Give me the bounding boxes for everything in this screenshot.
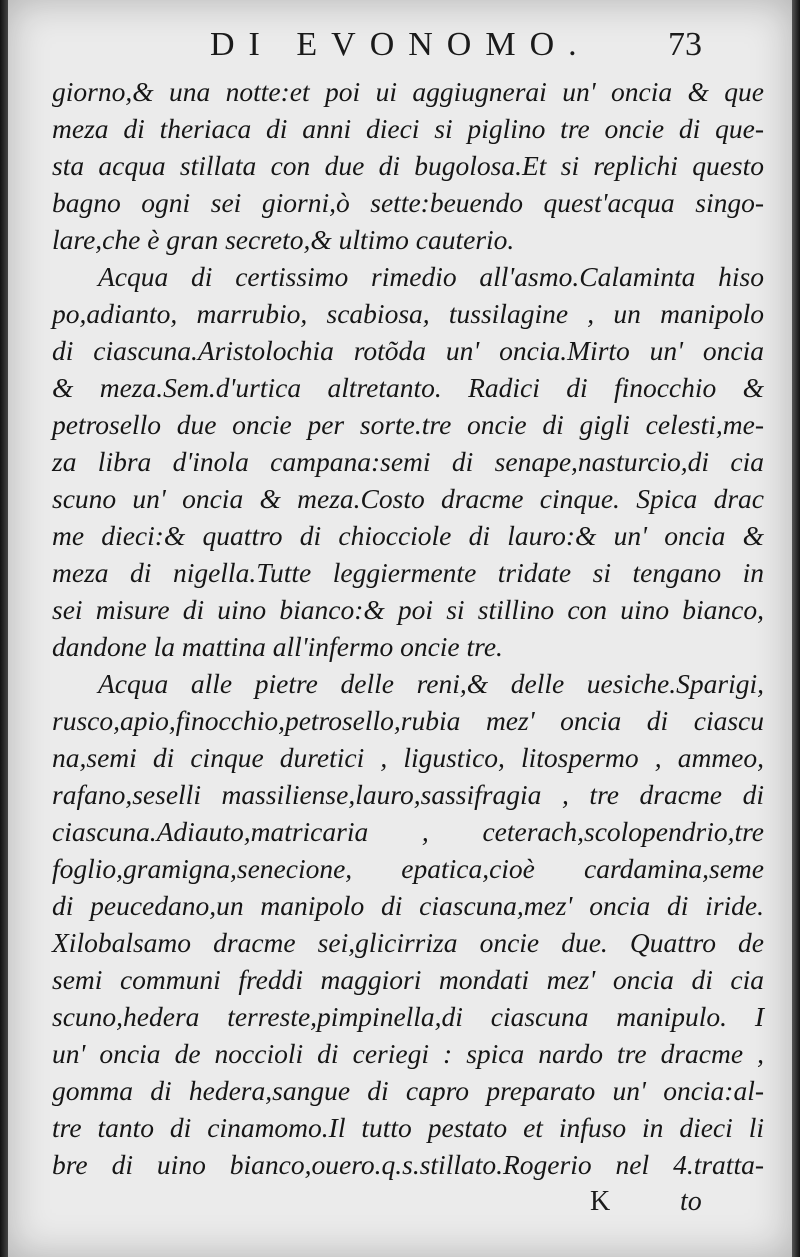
text-line: meza di theriaca di anni dieci si piglino tre oncie di que- [52, 113, 764, 144]
text-line: foglio,gramigna,senecione, epatica,cioè cardamina,seme [52, 853, 764, 884]
text-line: dandone la mattina all'infermo oncie tre. [52, 631, 503, 662]
text-line: lare,che è gran secreto,& ultimo cauterio. [52, 224, 515, 255]
text-line: na,semi di cinque duretici , ligustico, litospermo , ammeo, [52, 742, 764, 773]
book-page [8, 0, 792, 1257]
paragraph [52, 258, 764, 665]
text-line: bre di uino bianco,ouero.q.s.stillato.Rogerio nel 4.tratta- [52, 1149, 764, 1180]
text-line: petrosello due oncie per sorte.tre oncie di gigli celesti,me- [52, 409, 764, 440]
text-line: ciascuna.Adiauto,matricaria , ceterach,scolopendrio,tre [52, 816, 764, 847]
text-line: po,adianto, marrubio, scabiosa, tussilagine , un manipolo [52, 298, 764, 329]
text-line: sta acqua stillata con due di bugolosa.Et si replichi questo [52, 150, 764, 181]
text-line: & meza.Sem.d'urtica altretanto. Radici di finocchio & [52, 372, 764, 403]
signature-mark: K [590, 1186, 611, 1217]
text-line: rafano,seselli massiliense,lauro,sassifragia , tre dracme di [52, 779, 764, 810]
text-line: di ciascuna.Aristolochia rotõda un' oncia.Mirto un' oncia [52, 335, 764, 366]
text-line: Acqua di certissimo rimedio all'asmo.Calaminta hiso [98, 261, 764, 292]
page-footer [8, 1186, 792, 1226]
text-line: gomma di hedera,sangue di capro preparato un' oncia:al- [52, 1075, 764, 1106]
paragraph [52, 665, 764, 1183]
text-line: giorno,& una notte:et poi ui aggiugnerai un' oncia & que [52, 76, 764, 107]
text-line: sei misure di uino bianco:& poi si stillino con uino bianco, [52, 594, 764, 625]
text-line: semi communi freddi maggiori mondati mez' oncia di cia [52, 964, 764, 995]
text-line: tre tanto di cinamomo.Il tutto pestato et infuso in dieci li [52, 1112, 764, 1143]
page-header [8, 22, 792, 72]
text-line: za libra d'inola campana:semi di senape,nasturcio,di cia [52, 446, 764, 477]
page-right-edge [792, 0, 800, 1257]
catchword: to [680, 1186, 702, 1217]
text-line: un' oncia de noccioli di ceriegi : spica nardo tre dracme , [52, 1038, 764, 1069]
text-line: Xilobalsamo dracme sei,glicirriza oncie due. Quattro de [52, 927, 764, 958]
text-line: me dieci:& quattro di chiocciole di lauro:& un' oncia & [52, 520, 764, 551]
text-line: scuno,hedera terreste,pimpinella,di ciascuna manipulo. I [52, 1001, 764, 1032]
page-number: 73 [668, 26, 702, 63]
page-left-edge [0, 0, 8, 1257]
text-line: scuno un' oncia & meza.Costo dracme cinque. Spica drac [52, 483, 764, 514]
page-body [52, 73, 764, 1183]
paragraph [52, 73, 764, 258]
text-line: rusco,apio,finocchio,petrosello,rubia mez' oncia di ciascu [52, 705, 764, 736]
text-line: meza di nigella.Tutte leggiermente tridate si tengano in [52, 557, 764, 588]
running-head: DI EVONOMO. [210, 26, 591, 63]
text-line: Acqua alle pietre delle reni,& delle uesiche.Sparigi, [98, 668, 764, 699]
text-line: di peucedano,un manipolo di ciascuna,mez' oncia di iride. [52, 890, 764, 921]
text-line: bagno ogni sei giorni,ò sette:beuendo quest'acqua singo- [52, 187, 764, 218]
